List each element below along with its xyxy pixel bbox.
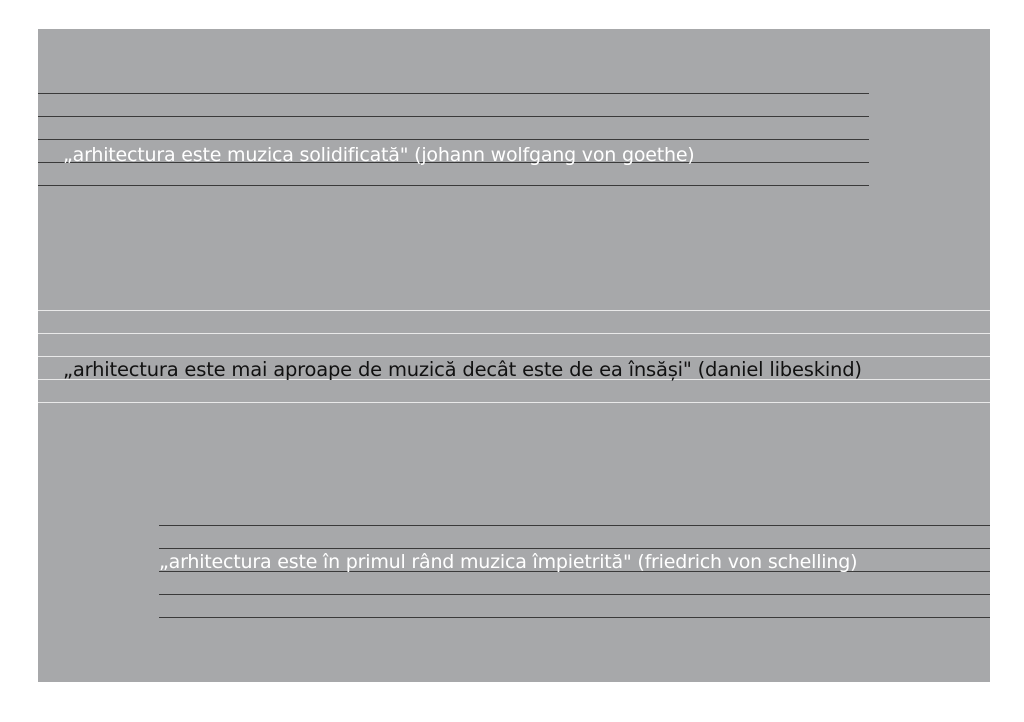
staff-lines-1 [38,93,869,187]
quote-schelling: „arhitectura este în primul rând muzica împietrită" (friedrich von schelling) [159,551,858,573]
staff-line [159,525,990,526]
staff-line [159,548,990,549]
quote-libeskind: „arhitectura este mai aproape de muzică decât este de ea însăși" (daniel libeskind) [63,358,862,381]
staff-line [38,402,990,403]
staff-line [159,594,990,595]
staff-line [159,617,990,618]
staff-line [38,310,990,311]
staff-lines-2 [38,310,990,404]
staff-line [38,116,869,117]
staff-line [38,185,869,186]
staff-line [38,93,869,94]
staff-line [38,333,990,334]
staff-line [38,139,869,140]
staff-line [38,356,990,357]
quote-goethe: „arhitectura este muzica solidificată" (johann wolfgang von goethe) [63,144,695,166]
grey-poster-panel [38,29,990,682]
